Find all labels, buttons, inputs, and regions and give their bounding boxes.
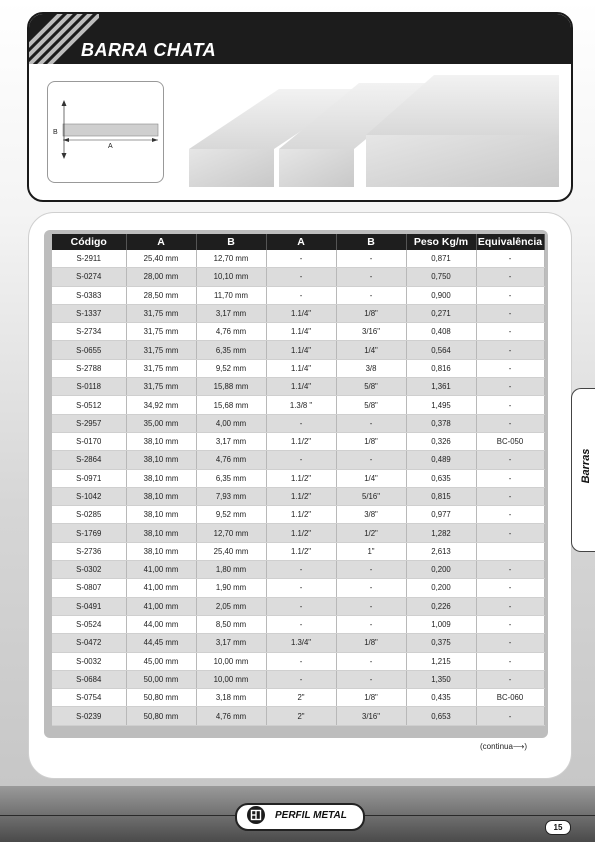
cell-a-inch: 1.1/2" (266, 432, 336, 450)
cell-codigo: S-0170 (52, 432, 126, 450)
cell-b-mm: 1,90 mm (196, 579, 266, 597)
cell-a-mm: 28,50 mm (126, 286, 196, 304)
dimension-diagram-icon (48, 82, 163, 182)
table-row (52, 634, 544, 652)
cell-peso: 1,495 (406, 396, 476, 414)
page-number: 15 (545, 820, 571, 835)
cell-b-inch: 1" (336, 542, 406, 560)
cell-peso: 1,361 (406, 378, 476, 396)
cell-equivalencia: - (476, 341, 544, 359)
cell-peso: 0,653 (406, 707, 476, 725)
table-row (52, 689, 544, 707)
cell-b-mm: 1,80 mm (196, 561, 266, 579)
cell-a-mm: 34,92 mm (126, 396, 196, 414)
cell-b-mm: 6,35 mm (196, 341, 266, 359)
cell-codigo: S-0285 (52, 506, 126, 524)
cell-a-mm: 31,75 mm (126, 378, 196, 396)
col-header-a-mm: A (126, 234, 196, 250)
cell-a-mm: 38,10 mm (126, 469, 196, 487)
cell-peso: 2,613 (406, 542, 476, 560)
cell-b-inch: 1/4" (336, 469, 406, 487)
cell-a-mm: 38,10 mm (126, 524, 196, 542)
cell-a-inch: - (266, 597, 336, 615)
cell-b-mm: 2,05 mm (196, 597, 266, 615)
table-row (52, 359, 544, 377)
table-row (52, 487, 544, 505)
cell-peso: 1,282 (406, 524, 476, 542)
cell-peso: 0,271 (406, 304, 476, 322)
cell-b-mm: 11,70 mm (196, 286, 266, 304)
cell-a-inch: 1.1/2" (266, 469, 336, 487)
cell-a-inch: - (266, 615, 336, 633)
table-body (52, 250, 544, 725)
cell-b-mm: 9,52 mm (196, 506, 266, 524)
cell-b-inch: 5/8" (336, 378, 406, 396)
cell-a-mm: 41,00 mm (126, 597, 196, 615)
cell-b-inch: - (336, 561, 406, 579)
col-header-b-mm: B (196, 234, 266, 250)
cell-codigo: S-0807 (52, 579, 126, 597)
cell-b-mm: 4,00 mm (196, 414, 266, 432)
cell-equivalencia: BC-060 (476, 689, 544, 707)
cell-a-mm: 25,40 mm (126, 250, 196, 268)
cell-b-inch: 1/8" (336, 304, 406, 322)
cell-a-mm: 31,75 mm (126, 341, 196, 359)
cell-peso: 0,815 (406, 487, 476, 505)
cell-b-inch: 5/8" (336, 396, 406, 414)
cell-b-inch: - (336, 615, 406, 633)
cell-codigo: S-0971 (52, 469, 126, 487)
cell-b-mm: 12,70 mm (196, 524, 266, 542)
cell-a-inch: - (266, 414, 336, 432)
cell-a-inch: 1.1/2" (266, 524, 336, 542)
brand-name: PERFIL METAL (275, 810, 347, 821)
cell-peso: 0,489 (406, 451, 476, 469)
cell-b-mm: 7,93 mm (196, 487, 266, 505)
cell-equivalencia: BC-050 (476, 432, 544, 450)
cell-codigo: S-1337 (52, 304, 126, 322)
flat-bar-table (52, 234, 545, 726)
cell-a-inch: 1.1/4" (266, 304, 336, 322)
table-row (52, 432, 544, 450)
cell-a-mm: 41,00 mm (126, 561, 196, 579)
cell-b-mm: 8,50 mm (196, 615, 266, 633)
cell-codigo: S-0512 (52, 396, 126, 414)
cell-b-inch: - (336, 286, 406, 304)
cell-b-inch: - (336, 451, 406, 469)
cell-a-mm: 44,45 mm (126, 634, 196, 652)
cell-codigo: S-2734 (52, 323, 126, 341)
cell-a-inch: 2" (266, 707, 336, 725)
cell-equivalencia: - (476, 396, 544, 414)
label-a: A (108, 143, 113, 150)
table-row (52, 378, 544, 396)
cell-a-mm: 35,00 mm (126, 414, 196, 432)
cell-equivalencia: - (476, 286, 544, 304)
cell-equivalencia: - (476, 615, 544, 633)
cell-a-inch: - (266, 451, 336, 469)
cell-codigo: S-0491 (52, 597, 126, 615)
cell-b-mm: 3,17 mm (196, 304, 266, 322)
cell-codigo: S-0684 (52, 670, 126, 688)
cell-equivalencia: - (476, 579, 544, 597)
cell-a-inch: - (266, 286, 336, 304)
cell-b-inch: - (336, 414, 406, 432)
cell-a-inch: 1.1/2" (266, 487, 336, 505)
cell-equivalencia (476, 542, 544, 560)
cell-equivalencia: - (476, 268, 544, 286)
cell-codigo: S-0472 (52, 634, 126, 652)
cell-equivalencia: - (476, 304, 544, 322)
cell-b-inch: - (336, 597, 406, 615)
cell-codigo: S-0274 (52, 268, 126, 286)
cell-equivalencia: - (476, 561, 544, 579)
cell-equivalencia: - (476, 359, 544, 377)
cell-peso: 0,750 (406, 268, 476, 286)
continua-note: (continua⟶) (480, 742, 528, 751)
table-row (52, 506, 544, 524)
cell-a-mm: 41,00 mm (126, 579, 196, 597)
cell-a-inch: 1.1/4" (266, 359, 336, 377)
table-row (52, 451, 544, 469)
cell-equivalencia: - (476, 323, 544, 341)
cell-b-inch: 1/2" (336, 524, 406, 542)
page-title: BARRA CHATA (81, 40, 217, 60)
flat-bars-illustration (184, 69, 564, 191)
cell-a-inch: 2" (266, 689, 336, 707)
cell-codigo: S-1042 (52, 487, 126, 505)
table-row (52, 670, 544, 688)
cell-codigo: S-0754 (52, 689, 126, 707)
cell-equivalencia: - (476, 469, 544, 487)
cell-a-inch: 1.1/4" (266, 323, 336, 341)
cell-a-inch: 1.3/4" (266, 634, 336, 652)
cell-b-mm: 25,40 mm (196, 542, 266, 560)
table-row (52, 524, 544, 542)
table-header-row (52, 234, 544, 250)
cell-peso: 0,378 (406, 414, 476, 432)
cell-b-mm: 3,17 mm (196, 432, 266, 450)
title-bar (29, 14, 571, 64)
cell-a-mm: 50,00 mm (126, 670, 196, 688)
cell-a-mm: 50,80 mm (126, 689, 196, 707)
cell-peso: 0,375 (406, 634, 476, 652)
cell-a-inch: - (266, 670, 336, 688)
cell-peso: 0,635 (406, 469, 476, 487)
cell-b-inch: 3/8" (336, 506, 406, 524)
cell-b-inch: - (336, 652, 406, 670)
cell-a-inch: 1.3/8 " (266, 396, 336, 414)
table-row (52, 615, 544, 633)
cell-equivalencia: - (476, 250, 544, 268)
cell-b-inch: - (336, 250, 406, 268)
cell-b-mm: 9,52 mm (196, 359, 266, 377)
cell-a-mm: 44,00 mm (126, 615, 196, 633)
cell-b-mm: 3,17 mm (196, 634, 266, 652)
cell-b-inch: 3/16" (336, 323, 406, 341)
table-row (52, 707, 544, 725)
cell-a-mm: 38,10 mm (126, 487, 196, 505)
cell-b-inch: - (336, 268, 406, 286)
brand-logo-icon (247, 806, 265, 824)
cell-b-mm: 15,68 mm (196, 396, 266, 414)
cell-a-inch: 1.1/2" (266, 542, 336, 560)
cell-codigo: S-0524 (52, 615, 126, 633)
cell-peso: 0,435 (406, 689, 476, 707)
cell-peso: 0,900 (406, 286, 476, 304)
cell-a-inch: - (266, 579, 336, 597)
cell-peso: 0,977 (406, 506, 476, 524)
cell-b-mm: 15,88 mm (196, 378, 266, 396)
cell-a-inch: - (266, 561, 336, 579)
cell-codigo: S-2736 (52, 542, 126, 560)
cell-peso: 0,200 (406, 579, 476, 597)
col-header-b-inch: B (336, 234, 406, 250)
table-row (52, 652, 544, 670)
cell-a-mm: 38,10 mm (126, 432, 196, 450)
cell-codigo: S-2957 (52, 414, 126, 432)
cell-b-inch: 3/8 (336, 359, 406, 377)
cell-b-inch: 1/8" (336, 689, 406, 707)
cell-peso: 0,871 (406, 250, 476, 268)
cell-codigo: S-1769 (52, 524, 126, 542)
table-row (52, 341, 544, 359)
table-row (52, 396, 544, 414)
table-row (52, 304, 544, 322)
col-header-peso: Peso Kg/m (406, 234, 476, 250)
cell-equivalencia: - (476, 506, 544, 524)
cell-a-inch: - (266, 268, 336, 286)
cell-a-mm: 31,75 mm (126, 304, 196, 322)
cell-b-inch: 1/8" (336, 634, 406, 652)
col-header-codigo: Código (52, 234, 126, 250)
cell-b-mm: 10,00 mm (196, 652, 266, 670)
cell-peso: 1,350 (406, 670, 476, 688)
cell-codigo: S-2864 (52, 451, 126, 469)
cell-b-inch: 1/8" (336, 432, 406, 450)
table-row (52, 414, 544, 432)
cell-codigo: S-0118 (52, 378, 126, 396)
cell-a-inch: 1.1/4" (266, 378, 336, 396)
cell-codigo: S-0655 (52, 341, 126, 359)
cell-b-mm: 4,76 mm (196, 451, 266, 469)
cell-codigo: S-0302 (52, 561, 126, 579)
cell-a-mm: 45,00 mm (126, 652, 196, 670)
dimension-diagram (47, 81, 164, 183)
cell-b-inch: 3/16" (336, 707, 406, 725)
cell-peso: 1,215 (406, 652, 476, 670)
cell-equivalencia: - (476, 414, 544, 432)
cell-a-mm: 28,00 mm (126, 268, 196, 286)
cell-b-mm: 10,10 mm (196, 268, 266, 286)
cell-equivalencia: - (476, 652, 544, 670)
cell-peso: 0,816 (406, 359, 476, 377)
cell-equivalencia: - (476, 670, 544, 688)
cell-peso: 1,009 (406, 615, 476, 633)
cell-codigo: S-0383 (52, 286, 126, 304)
cell-codigo: S-0239 (52, 707, 126, 725)
cell-a-mm: 31,75 mm (126, 323, 196, 341)
cell-b-inch: - (336, 670, 406, 688)
cell-b-mm: 4,76 mm (196, 707, 266, 725)
cell-b-mm: 4,76 mm (196, 323, 266, 341)
cell-b-inch: 1/4" (336, 341, 406, 359)
cell-codigo: S-2788 (52, 359, 126, 377)
cell-b-mm: 6,35 mm (196, 469, 266, 487)
cell-b-mm: 12,70 mm (196, 250, 266, 268)
cell-a-mm: 31,75 mm (126, 359, 196, 377)
cell-a-inch: - (266, 250, 336, 268)
cell-equivalencia: - (476, 707, 544, 725)
cell-a-mm: 50,80 mm (126, 707, 196, 725)
table-row (52, 250, 544, 268)
cell-a-mm: 38,10 mm (126, 542, 196, 560)
cell-peso: 0,564 (406, 341, 476, 359)
col-header-a-inch: A (266, 234, 336, 250)
cell-b-inch: 5/16" (336, 487, 406, 505)
cell-equivalencia: - (476, 524, 544, 542)
table-row (52, 286, 544, 304)
table-row (52, 323, 544, 341)
header-card (27, 12, 573, 202)
cell-peso: 0,408 (406, 323, 476, 341)
cell-equivalencia: - (476, 378, 544, 396)
cell-equivalencia: - (476, 597, 544, 615)
cell-a-mm: 38,10 mm (126, 506, 196, 524)
col-header-equivalencia: Equivalência (477, 236, 543, 248)
cell-b-inch: - (336, 579, 406, 597)
cell-b-mm: 3,18 mm (196, 689, 266, 707)
table-row (52, 542, 544, 560)
table-row (52, 469, 544, 487)
cell-a-inch: 1.1/4" (266, 341, 336, 359)
cell-peso: 0,226 (406, 597, 476, 615)
cell-peso: 0,326 (406, 432, 476, 450)
table-row (52, 579, 544, 597)
cell-codigo: S-2911 (52, 250, 126, 268)
side-tab-label: Barras (580, 448, 592, 484)
cell-equivalencia: - (476, 451, 544, 469)
label-b: B (53, 129, 58, 136)
table-row (52, 597, 544, 615)
table-row (52, 561, 544, 579)
table-row (52, 268, 544, 286)
cell-equivalencia: - (476, 634, 544, 652)
cell-a-inch: - (266, 652, 336, 670)
cell-equivalencia: - (476, 487, 544, 505)
cell-a-mm: 38,10 mm (126, 451, 196, 469)
cell-a-inch: 1.1/2" (266, 506, 336, 524)
cell-b-mm: 10,00 mm (196, 670, 266, 688)
cell-peso: 0,200 (406, 561, 476, 579)
cell-codigo: S-0032 (52, 652, 126, 670)
